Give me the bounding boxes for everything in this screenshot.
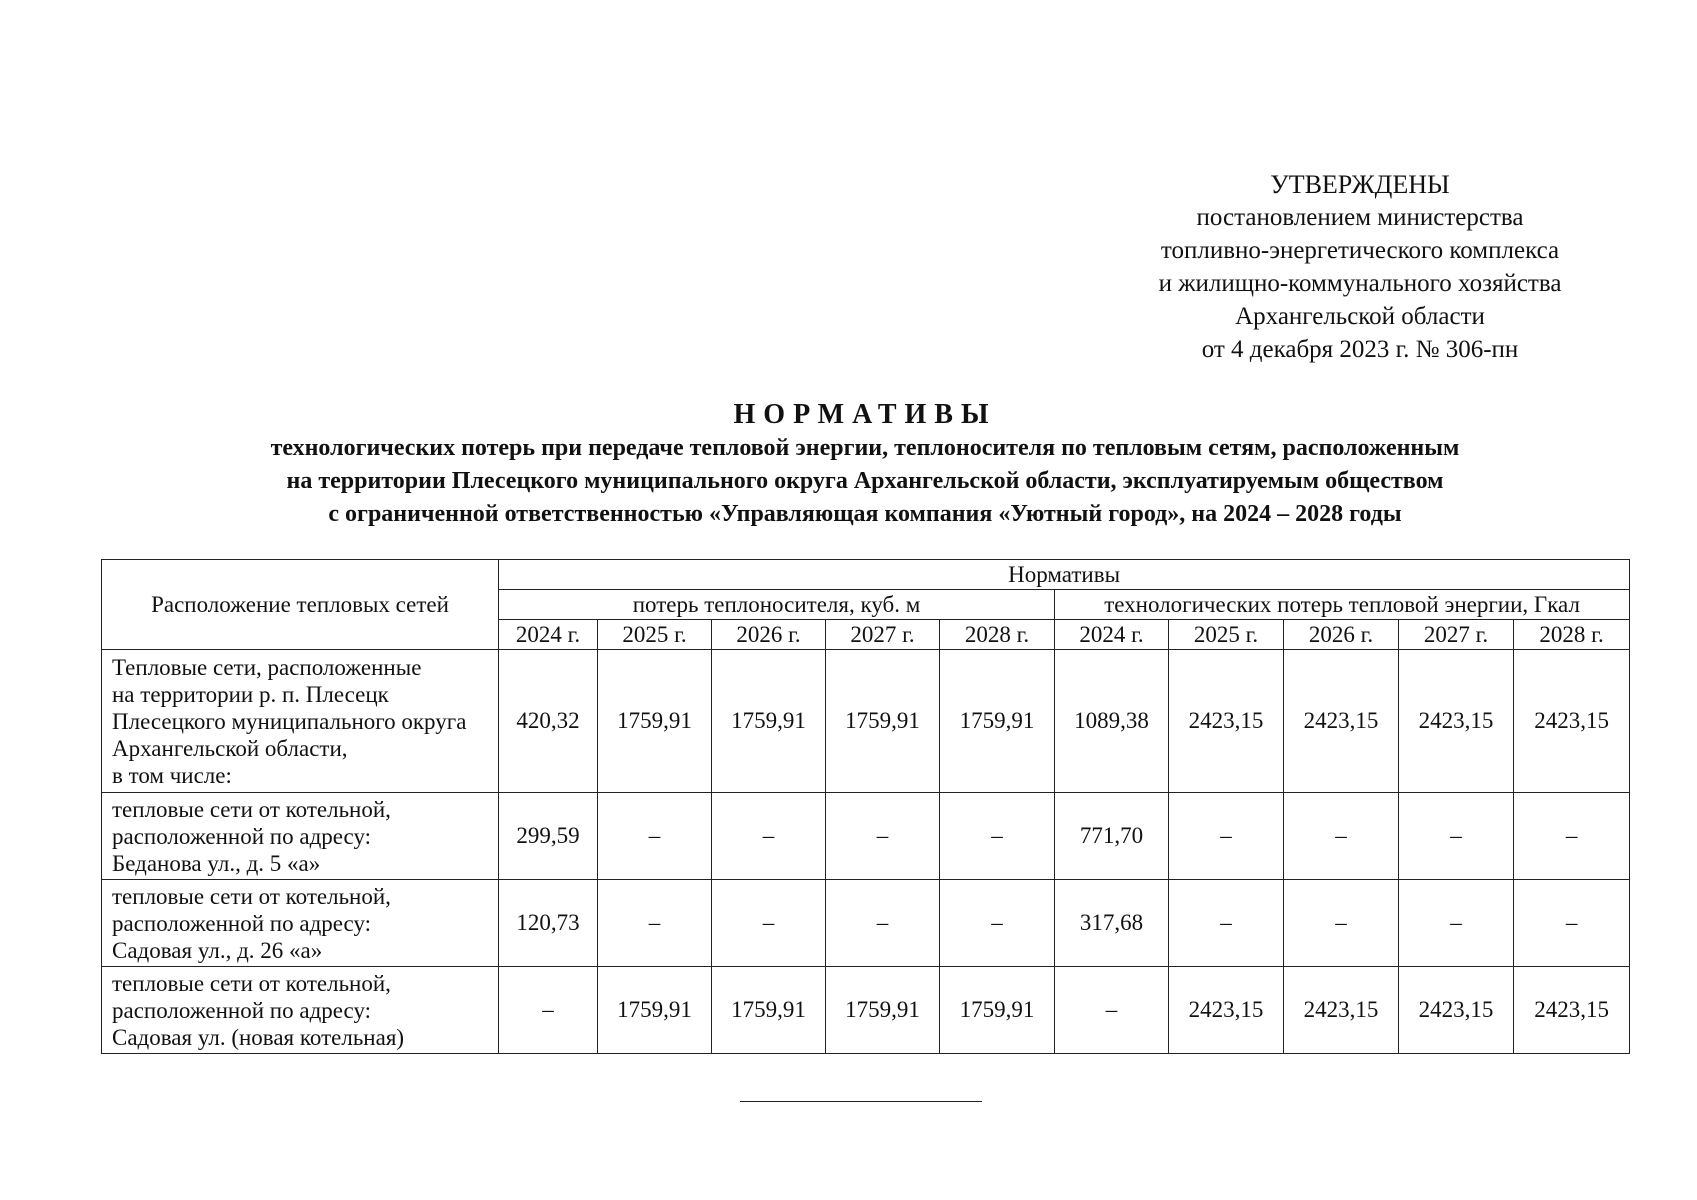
year-header: 2024 г. xyxy=(1055,620,1169,650)
location-line: расположенной по адресу: xyxy=(112,997,372,1023)
value-cell: 2423,15 xyxy=(1514,650,1630,793)
value-cell: 2423,15 xyxy=(1399,967,1514,1054)
value-cell: – xyxy=(826,793,940,880)
value-cell: 1759,91 xyxy=(826,650,940,793)
location-line: Плесецкого муниципального округа xyxy=(112,708,467,734)
year-header: 2028 г. xyxy=(940,620,1055,650)
location-line: на территории р. п. Плесецк xyxy=(112,681,389,707)
value-cell: – xyxy=(499,967,598,1054)
year-header: 2026 г. xyxy=(1284,620,1399,650)
value-cell: – xyxy=(1514,880,1630,967)
value-cell: – xyxy=(1514,793,1630,880)
year-header: 2027 г. xyxy=(826,620,940,650)
value-cell: 2423,15 xyxy=(1169,650,1284,793)
value-cell: – xyxy=(940,880,1055,967)
location-cell xyxy=(102,967,499,1054)
location-cell xyxy=(102,650,499,793)
approval-line: Архангельской области xyxy=(1235,303,1485,330)
heat-loss-header: технологических потерь тепловой энергии, Гкал xyxy=(1055,590,1630,620)
location-line: тепловые сети от котельной, xyxy=(112,970,391,996)
value-cell: – xyxy=(598,880,712,967)
value-cell: 2423,15 xyxy=(1284,650,1399,793)
value-cell: – xyxy=(598,793,712,880)
coolant-loss-header: потерь теплоносителя, куб. м xyxy=(499,590,1055,620)
location-line: в том числе: xyxy=(112,762,232,788)
year-header: 2024 г. xyxy=(499,620,598,650)
value-cell: – xyxy=(940,793,1055,880)
title-line: с ограниченной ответственностью «Управляющая компания «Уютный город», на 2024 – 2028 годы xyxy=(328,501,1402,527)
location-line: расположенной по адресу: xyxy=(112,910,372,936)
location-line: Беданова ул., д. 5 «а» xyxy=(112,850,321,876)
value-cell: 1759,91 xyxy=(712,650,826,793)
norms-table xyxy=(101,559,1630,1054)
approval-heading: УТВЕРЖДЕНЫ xyxy=(1270,170,1450,199)
location-line: расположенной по адресу: xyxy=(112,823,372,849)
year-header: 2028 г. xyxy=(1514,620,1630,650)
value-cell: – xyxy=(1284,880,1399,967)
value-cell: 1759,91 xyxy=(598,967,712,1054)
value-cell: 1089,38 xyxy=(1055,650,1169,793)
table-row xyxy=(102,793,1630,880)
value-cell: 2423,15 xyxy=(1284,967,1399,1054)
location-line: Архангельской области, xyxy=(112,735,348,761)
table-row xyxy=(102,650,1630,793)
value-cell: 771,70 xyxy=(1055,793,1169,880)
location-line: Садовая ул., д. 26 «а» xyxy=(112,937,323,963)
approval-line: топливно-энергетического комплекса xyxy=(1160,237,1560,264)
value-cell: 2423,15 xyxy=(1514,967,1630,1054)
table-row xyxy=(102,880,1630,967)
value-cell: 1759,91 xyxy=(940,650,1055,793)
value-cell: – xyxy=(1284,793,1399,880)
value-cell: – xyxy=(1399,880,1514,967)
value-cell: 299,59 xyxy=(499,793,598,880)
value-cell: 1759,91 xyxy=(712,967,826,1054)
location-line: Садовая ул. (новая котельная) xyxy=(112,1024,405,1050)
value-cell: – xyxy=(1169,880,1284,967)
title-line: на территории Плесецкого муниципального округа Архангельской области, эксплуатируемым обществом xyxy=(286,468,1444,494)
value-cell: 2423,15 xyxy=(1169,967,1284,1054)
title-main: НОРМАТИВЫ xyxy=(733,399,997,430)
value-cell: 317,68 xyxy=(1055,880,1169,967)
year-header: 2026 г. xyxy=(712,620,826,650)
closing-divider xyxy=(740,1101,982,1102)
value-cell: 2423,15 xyxy=(1399,650,1514,793)
value-cell: 1759,91 xyxy=(826,967,940,1054)
location-line: Тепловые сети, расположенные xyxy=(112,654,422,680)
value-cell: – xyxy=(826,880,940,967)
approval-line: постановлением министерства xyxy=(1196,204,1524,231)
location-line: тепловые сети от котельной, xyxy=(112,796,391,822)
approval-line: и жилищно-коммунального хозяйства xyxy=(1158,270,1562,297)
document-title xyxy=(100,398,1630,531)
location-line: тепловые сети от котельной, xyxy=(112,883,391,909)
location-cell xyxy=(102,793,499,880)
year-header: 2027 г. xyxy=(1399,620,1514,650)
location-header: Расположение тепловых сетей xyxy=(102,560,499,650)
value-cell: – xyxy=(1399,793,1514,880)
approval-line: от 4 декабря 2023 г. № 306-пн xyxy=(1201,336,1519,363)
year-header: 2025 г. xyxy=(1169,620,1284,650)
title-line: технологических потерь при передаче тепловой энергии, теплоносителя по тепловым сетям, расположенным xyxy=(270,435,1460,461)
approval-block xyxy=(1000,168,1697,366)
year-header: 2025 г. xyxy=(598,620,712,650)
value-cell: 1759,91 xyxy=(940,967,1055,1054)
value-cell: – xyxy=(1055,967,1169,1054)
value-cell: – xyxy=(712,793,826,880)
value-cell: 420,32 xyxy=(499,650,598,793)
norms-header: Нормативы xyxy=(499,560,1630,590)
table-row xyxy=(102,967,1630,1054)
value-cell: 1759,91 xyxy=(598,650,712,793)
value-cell: 120,73 xyxy=(499,880,598,967)
location-cell xyxy=(102,880,499,967)
value-cell: – xyxy=(712,880,826,967)
value-cell: – xyxy=(1169,793,1284,880)
